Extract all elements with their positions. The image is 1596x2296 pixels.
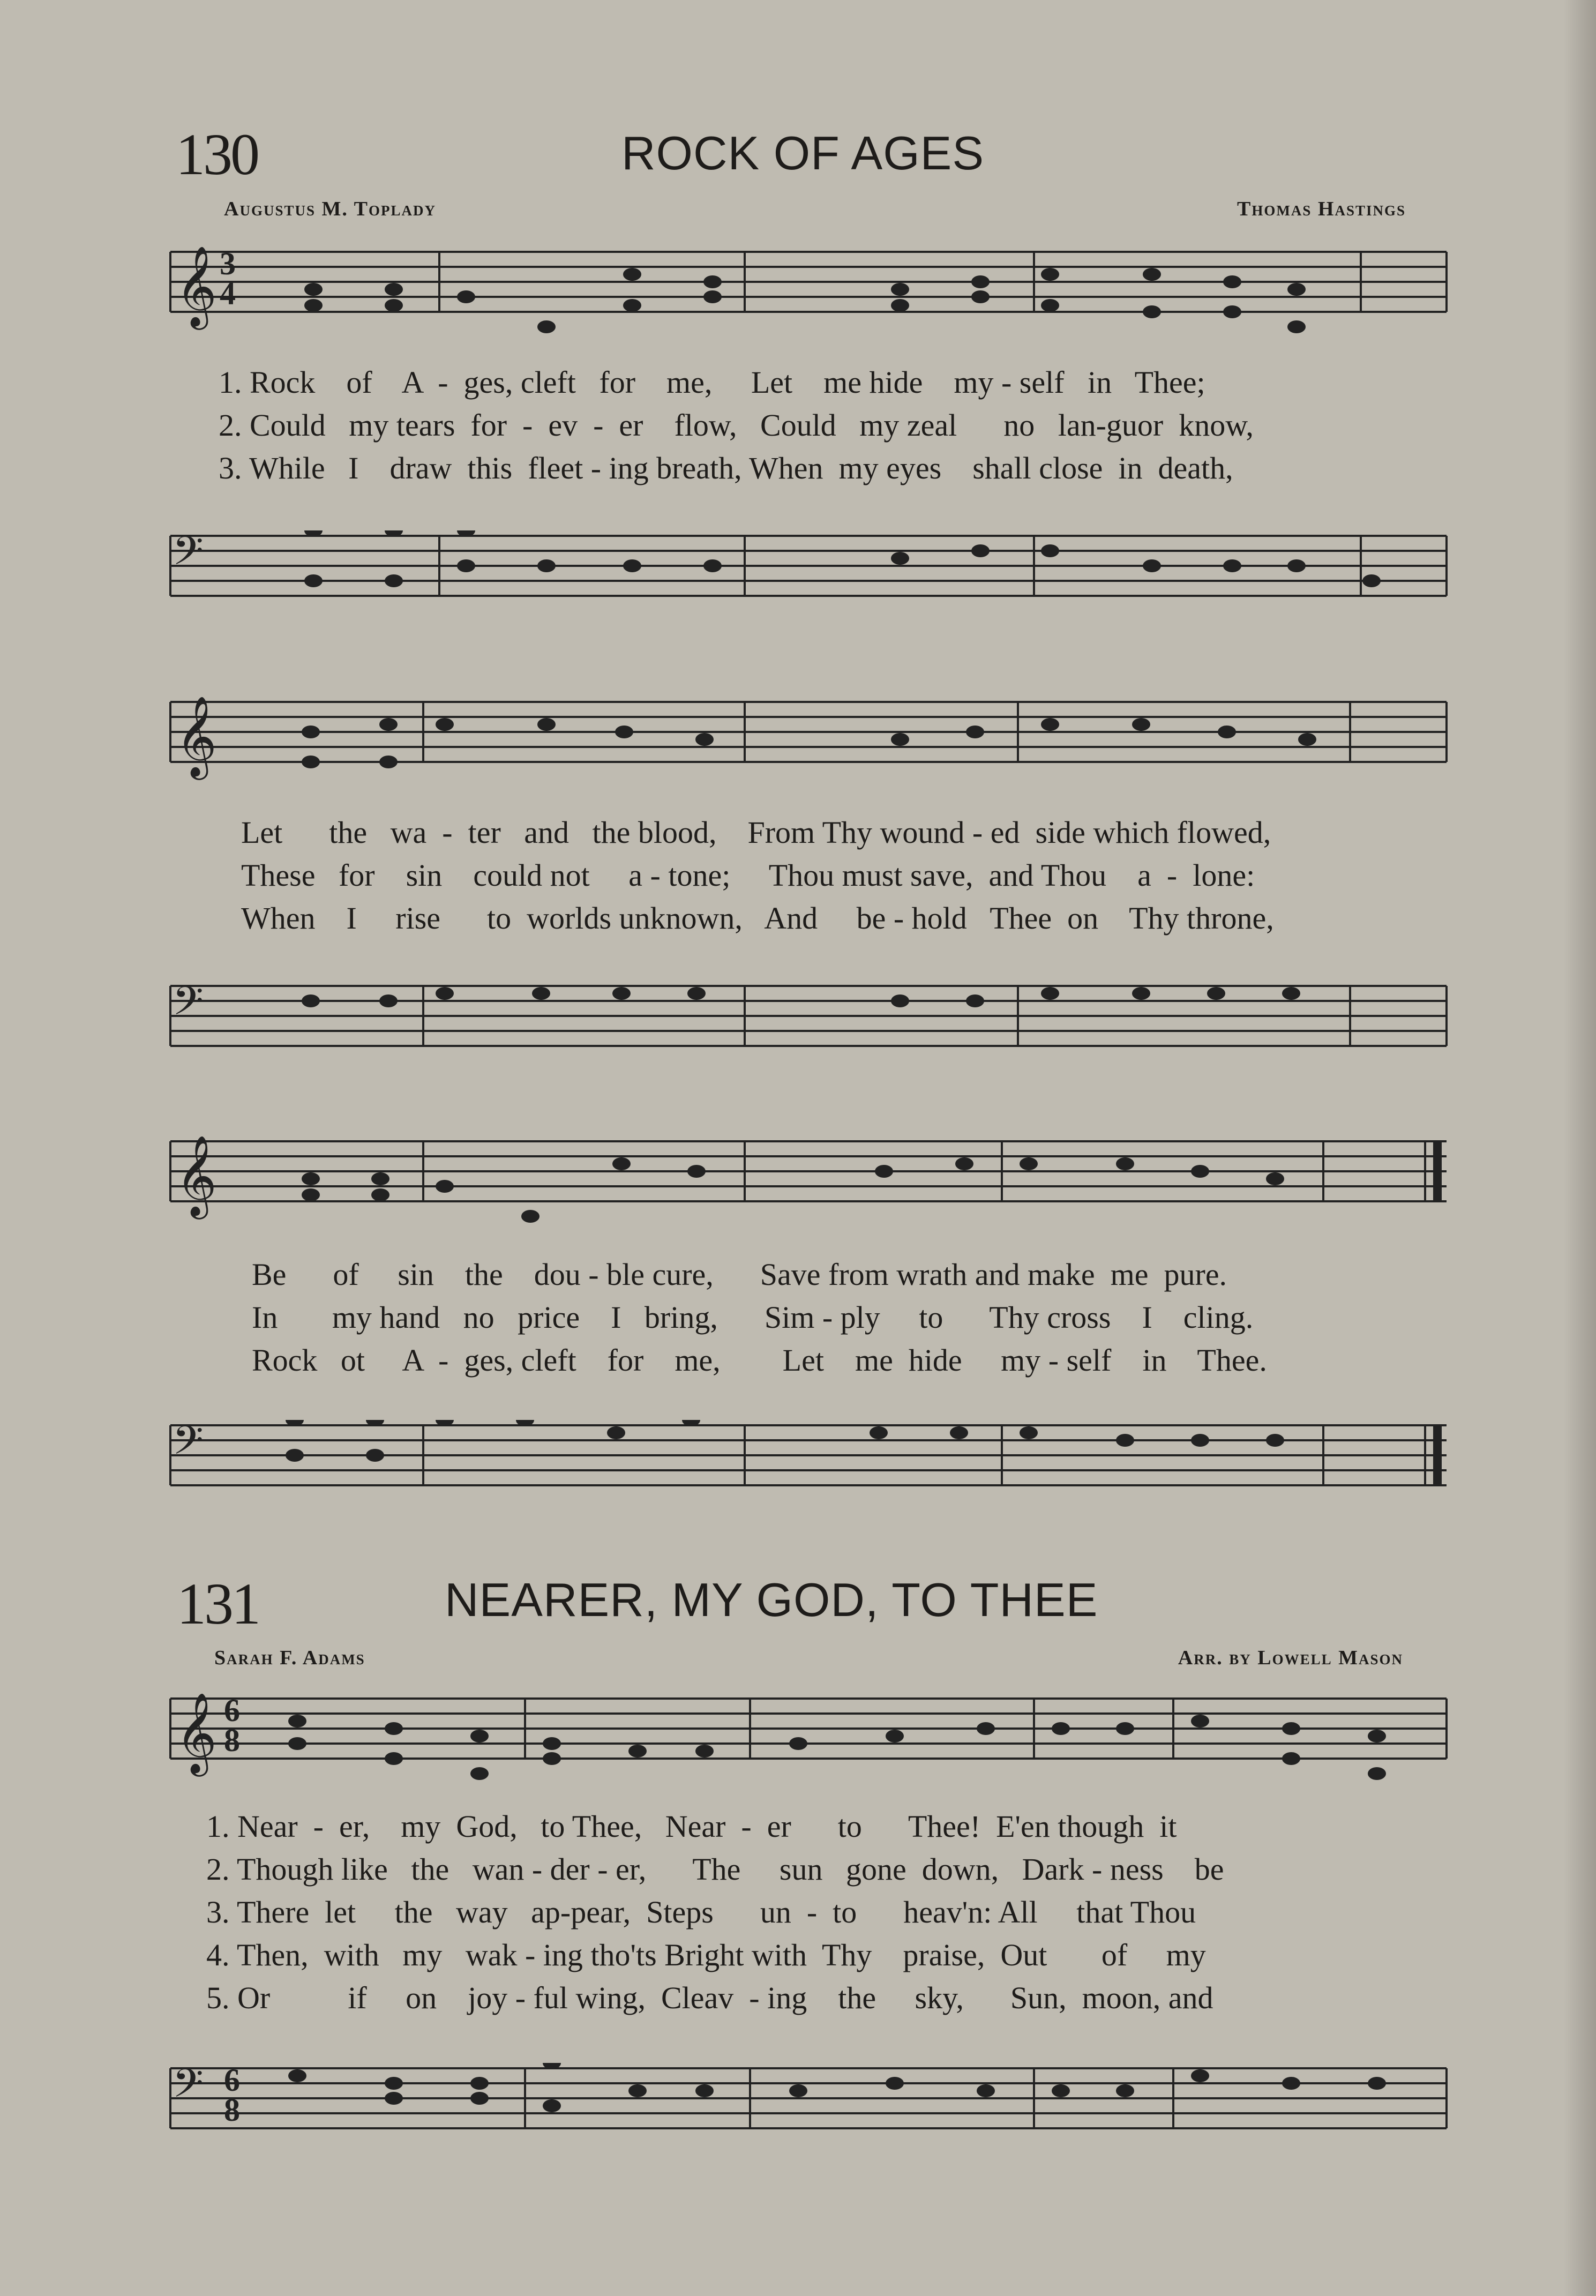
treble-clef-icon: 𝄞 <box>176 246 217 326</box>
lyric-line: 5. Or if on joy - ful wing, Cleav - ing the sky, Sun, moon, and <box>206 1980 1213 2015</box>
treble-clef-icon: 𝄞 <box>176 1695 217 1772</box>
bass-staff <box>0 1420 1596 1516</box>
lyric-line: 4. Then, with my wak - ing tho'ts Bright with Thy praise, Out of my <box>206 1938 1206 1972</box>
treble-staff <box>0 1136 1596 1232</box>
lyric-line: Rock ot A - ges, cleft for me, Let me hide my - self in Thee. <box>252 1343 1267 1378</box>
lyric-line: When I rise to worlds unknown, And be - hold Thee on Thy throne, <box>241 901 1274 936</box>
bass-clef-icon: 𝄢 <box>173 530 204 583</box>
lyric-line: 3. There let the way ap-pear, Steps un - to heav'n: All that Thou <box>206 1895 1196 1929</box>
svg-text:4: 4 <box>220 276 236 311</box>
svg-text:8: 8 <box>224 1723 240 1758</box>
hymn-title: ROCK OF AGES <box>621 126 985 180</box>
svg-text:8: 8 <box>224 2092 240 2128</box>
treble-clef-icon: 𝄞 <box>176 1138 217 1215</box>
svg-text:3: 3 <box>220 246 236 281</box>
lyric-line: In my hand no price I bring, Sim - ply to Thy cross I cling. <box>252 1300 1254 1335</box>
lyric-line: These for sin could not a - tone; Thou must save, and Thou a - lone: <box>241 858 1255 893</box>
hymn-title: NEARER, MY GOD, TO THEE <box>445 1573 1098 1626</box>
hymn-number: 130 <box>176 122 258 187</box>
hymn-number: 131 <box>177 1571 259 1636</box>
lyric-line: Be of sin the dou - ble cure, Save from wrath and make me pure. <box>252 1257 1227 1292</box>
bass-staff <box>0 2063 1596 2170</box>
treble-staff <box>0 246 1596 343</box>
svg-text:6: 6 <box>224 1693 240 1728</box>
treble-clef-icon: 𝄞 <box>176 698 217 775</box>
bass-clef-icon: 𝄢 <box>173 981 204 1033</box>
lyric-line: 2. Could my tears for - ev - er flow, Could my zeal no lan-guor know, <box>219 408 1254 443</box>
bass-clef-icon: 𝄢 <box>173 2063 204 2115</box>
composer-credit: Thomas Hastings <box>1237 198 1406 220</box>
bass-staff <box>0 981 1596 1077</box>
lyric-line: 3. While I draw this fleet - ing breath, When my eyes shall close in death, <box>219 451 1233 485</box>
author-credit: Augustus M. Toplady <box>224 198 437 220</box>
lyric-line: 1. Rock of A - ges, cleft for me, Let me hide my - self in Thee; <box>219 365 1205 400</box>
author-credit: Sarah F. Adams <box>214 1647 365 1669</box>
treble-staff <box>0 1693 1596 1790</box>
bass-staff <box>0 530 1596 627</box>
composer-credit: Arr. by Lowell Mason <box>1178 1647 1403 1669</box>
svg-text:6: 6 <box>224 2063 240 2098</box>
lyric-line: 1. Near - er, my God, to Thee, Near - er to Thee! E'en though it <box>206 1809 1177 1844</box>
lyric-line: 2. Though like the wan - der - er, The sun gone down, Dark - ness be <box>206 1852 1224 1887</box>
lyric-line: Let the wa - ter and the blood, From Thy wound - ed side which flowed, <box>241 815 1271 850</box>
treble-staff <box>0 697 1596 793</box>
bass-clef-icon: 𝄢 <box>173 1420 204 1472</box>
